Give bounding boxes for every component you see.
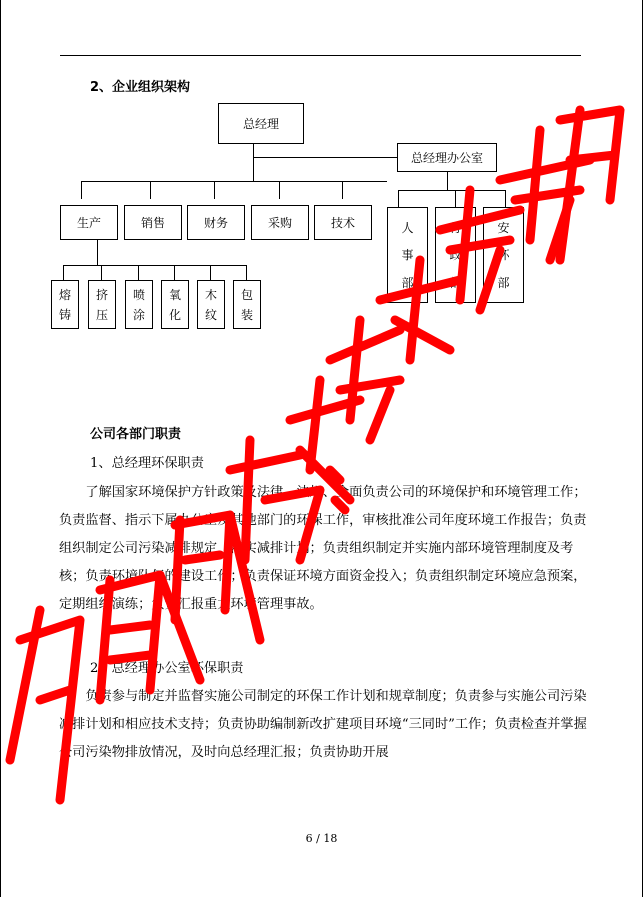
connector-dept-2 xyxy=(150,181,151,199)
office-dept-hr xyxy=(387,207,428,303)
unit-casting-char-2: 铸 xyxy=(58,308,71,323)
office-dept-safety-char-2: 环 xyxy=(497,248,510,263)
connector-dept-1 xyxy=(81,181,82,199)
connector-gm-office xyxy=(253,157,397,158)
connector-unit-1 xyxy=(63,265,64,280)
connector-dept-5 xyxy=(342,181,343,199)
unit-packaging-char-2: 装 xyxy=(240,308,253,323)
connector-unit-4 xyxy=(174,265,175,280)
section1-title: 1、总经理环保职责 xyxy=(90,456,204,471)
office-dept-safety-char-1: 安 xyxy=(497,221,510,236)
connector-office-down xyxy=(447,172,448,190)
dept-box-sales: 销售 xyxy=(124,205,182,240)
gm-box: 总经理 xyxy=(218,103,304,144)
connector-dept-4 xyxy=(279,181,280,199)
dept-box-purchasing: 采购 xyxy=(251,205,309,240)
office-dept-hr-char-1: 人 xyxy=(401,221,414,236)
connector-unit-6 xyxy=(246,265,247,280)
unit-packaging-char-1: 包 xyxy=(240,287,253,302)
office-dept-hr-char-3: 部 xyxy=(401,275,414,290)
unit-packaging xyxy=(233,280,261,329)
unit-spraying-char-2: 涂 xyxy=(132,308,145,323)
duties-heading: 公司各部门职责 xyxy=(90,427,182,442)
unit-woodgrain-char-1: 木 xyxy=(204,287,217,302)
office-dept-admin-char-3: 部 xyxy=(449,275,462,290)
unit-woodgrain-char-2: 纹 xyxy=(204,308,217,323)
unit-extrusion xyxy=(88,280,116,329)
office-dept-admin-char-1: 行 xyxy=(449,221,462,236)
unit-casting xyxy=(51,280,79,329)
unit-oxidation-char-2: 化 xyxy=(168,308,181,323)
dept-box-production: 生产 xyxy=(60,205,118,240)
connector-office-3 xyxy=(505,190,506,207)
unit-oxidation xyxy=(161,280,189,329)
dept-box-finance: 财务 xyxy=(187,205,245,240)
connector-unit-2 xyxy=(101,265,102,280)
connector-unit-3 xyxy=(138,265,139,280)
connector-office-bar xyxy=(398,190,506,191)
connector-unit-5 xyxy=(210,265,211,280)
section2-title: 2、总经理办公室环保职责 xyxy=(90,661,244,676)
unit-extrusion-char-2: 压 xyxy=(95,308,108,323)
office-dept-admin xyxy=(435,207,476,303)
gm-office-box: 总经理办公室 xyxy=(397,143,497,172)
unit-woodgrain xyxy=(197,280,225,329)
connector-prod-down xyxy=(97,240,98,265)
unit-spraying xyxy=(125,280,153,329)
connector-office-2 xyxy=(455,190,456,207)
connector-gm-down xyxy=(253,144,254,182)
section2-text: 负责参与制定并监督实施公司制定的环保工作计划和规章制度；负责参与实施公司污染减排计划和相应技术支持；负责协助编制新改扩建项目环境“三同时”工作；负责检查并掌握公司污染物排放情况，及时向总经理汇报；负责协助开展 xyxy=(59,689,587,760)
section1-text: 了解国家环境保护方针政策及法律、法规、全面负责公司的环境保护和环境管理工作；负责监督、指示下属办公室及其他部门的环保工作，审核批准公司年度环境工作报告；负责组织制定公司污染减排规定，落实减排计划；负责组织制定并实施内部环境管理制度及考核；负责环境队伍的建设工作；负责保证环境方面资金投入；负责组织制定环境应急预案，定期组织演练；负责汇报重大环境管理事故。 xyxy=(59,485,587,612)
connector-office-1 xyxy=(398,190,399,207)
unit-casting-char-1: 熔 xyxy=(58,287,71,302)
unit-spraying-char-1: 喷 xyxy=(132,287,145,302)
office-dept-safety-env xyxy=(483,207,524,303)
office-dept-admin-char-2: 政 xyxy=(449,248,462,263)
office-dept-hr-char-2: 事 xyxy=(401,248,414,263)
dept-box-technology: 技术 xyxy=(314,205,372,240)
connector-dept-3 xyxy=(214,181,215,199)
connector-unit-bar xyxy=(63,265,247,266)
unit-oxidation-char-1: 氧 xyxy=(168,287,181,302)
org-chart-heading: 2、企业组织架构 xyxy=(90,80,191,95)
unit-extrusion-char-1: 挤 xyxy=(95,287,108,302)
office-dept-safety-char-3: 部 xyxy=(497,275,510,290)
page-number: 6 / 18 xyxy=(305,832,338,845)
